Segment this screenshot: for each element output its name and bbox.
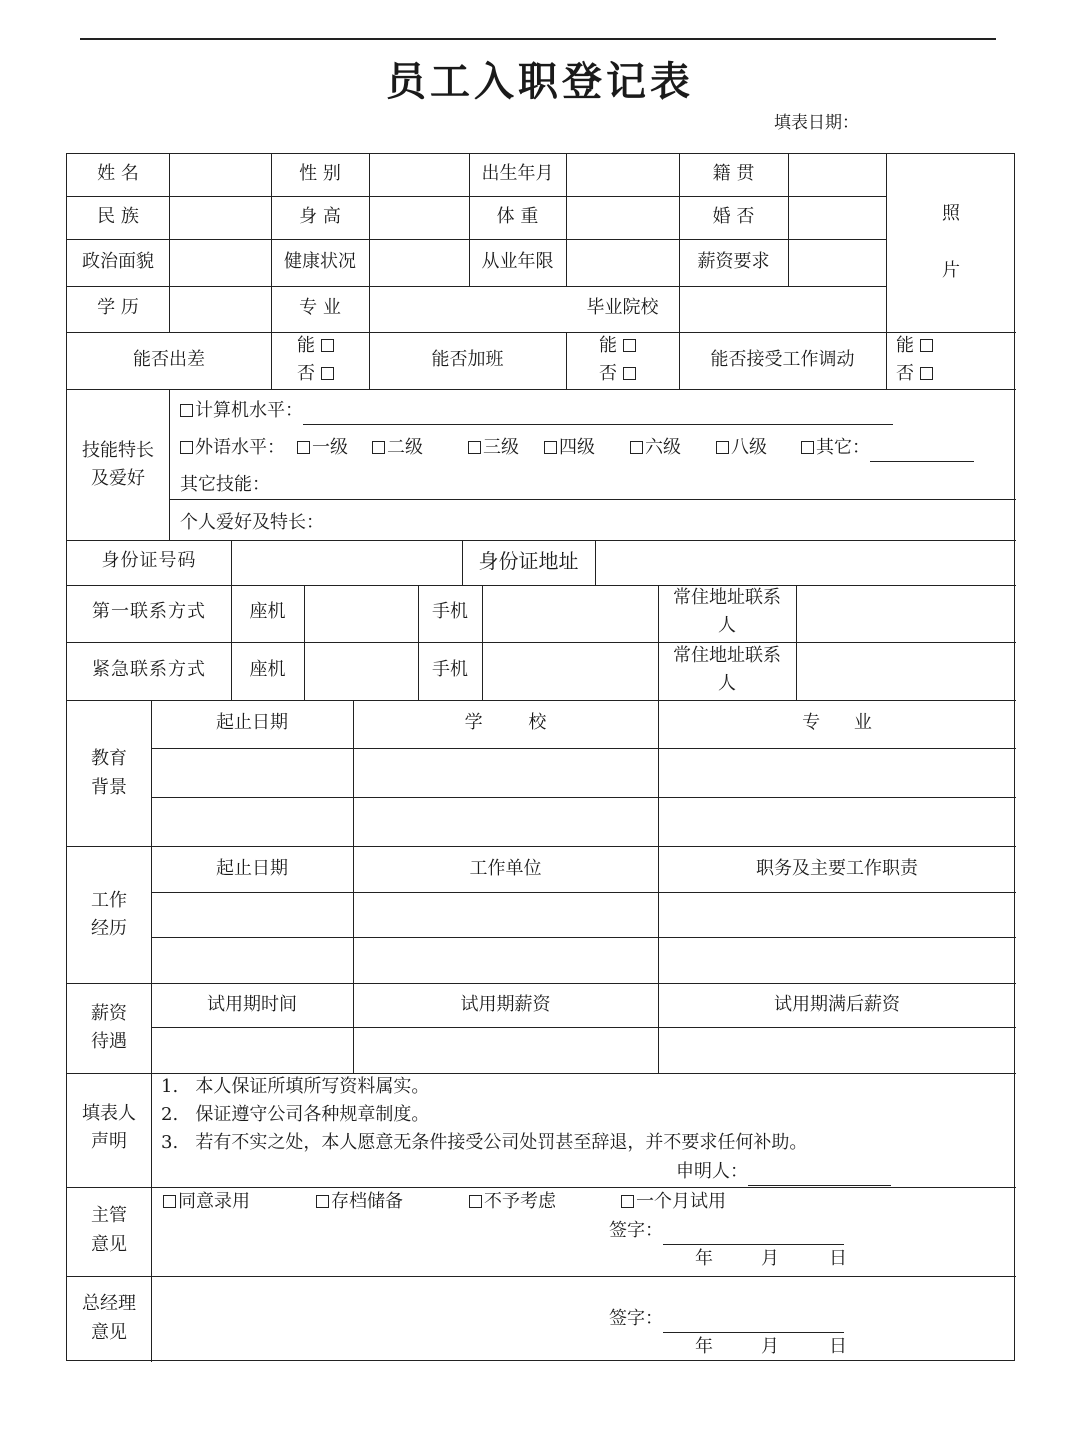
supervisor-label-2: 意见: [91, 1234, 127, 1255]
computer-level-row[interactable]: [180, 397, 893, 425]
transfer-yes-option[interactable]: [896, 332, 935, 360]
supervisor-label-1: 主管: [91, 1205, 127, 1226]
supervisor-sign-row: [609, 1217, 844, 1245]
label-ethnicity: 民 族: [97, 206, 139, 227]
education-col-major: 专 业: [802, 712, 872, 733]
choice-label: 存档储备: [331, 1191, 403, 1212]
option-label: 四级: [559, 437, 595, 458]
top-rule: [80, 38, 996, 40]
yes-label: 能: [599, 335, 617, 356]
checkbox-icon: [163, 1195, 176, 1208]
supervisor-date-month: 月: [761, 1248, 779, 1269]
checkbox-icon: [321, 367, 334, 380]
checkbox-icon: [630, 441, 643, 454]
item-text: 保证遵守公司各种规章制度。: [195, 1104, 430, 1125]
choice-label: 不予考虑: [484, 1191, 556, 1212]
gm-label-2: 意见: [91, 1322, 127, 1343]
declaration-item: [161, 1073, 429, 1101]
education-col-date: 起止日期: [216, 712, 288, 733]
education-col-school: 学 校: [464, 712, 547, 733]
label-resident-contact-1: 常住地址联系: [673, 645, 781, 666]
grid-line: [151, 797, 1016, 798]
salary-col-trial-time: 试用期时间: [207, 994, 297, 1015]
checkbox-icon: [372, 441, 385, 454]
work-col-duty: 职务及主要工作职责: [756, 858, 918, 879]
registration-form: [66, 153, 1015, 1361]
language-option-1[interactable]: [297, 434, 348, 462]
label-travel: 能否出差: [133, 349, 205, 370]
checkbox-icon[interactable]: [180, 441, 193, 454]
language-option-other[interactable]: [801, 434, 974, 462]
checkbox-icon: [321, 339, 334, 352]
name-field[interactable]: [170, 155, 270, 195]
checkbox-icon: [920, 339, 933, 352]
grid-line: [151, 748, 1016, 749]
checkbox-icon: [716, 441, 729, 454]
label-id-number: 身份证号码: [101, 550, 197, 571]
supervisor-date-day: 日: [829, 1248, 847, 1269]
label-gender: 性 别: [299, 163, 341, 184]
gm-date-month: 月: [761, 1336, 779, 1357]
computer-level-input[interactable]: [303, 424, 893, 425]
language-option-4[interactable]: [544, 434, 595, 462]
gm-date-day: 日: [829, 1336, 847, 1357]
salary-req-field[interactable]: [789, 241, 885, 285]
grid-line: [170, 499, 1016, 500]
label-education: 学 历: [97, 297, 139, 318]
grid-line: [169, 389, 170, 540]
checkbox-icon: [544, 441, 557, 454]
declaration-item: [161, 1129, 807, 1157]
computer-level-label: 计算机水平：: [195, 400, 303, 421]
label-mobile: 手机: [432, 601, 468, 622]
language-option-5[interactable]: [630, 434, 681, 462]
grid-line: [67, 1276, 1016, 1277]
checkbox-icon: [801, 441, 814, 454]
checkbox-icon: [623, 339, 636, 352]
grid-line: [67, 700, 1016, 701]
language-other-input[interactable]: [870, 461, 974, 462]
overtime-yes-option[interactable]: [599, 332, 638, 360]
label-birth: 出生年月: [481, 163, 554, 184]
supervisor-choice-reject[interactable]: [469, 1188, 556, 1216]
grid-line: [67, 540, 1016, 541]
salary-label-1: 薪资: [91, 1003, 127, 1024]
label-resident-contact-2: 人: [718, 615, 736, 636]
page-title: 员工入职登记表: [386, 58, 694, 105]
gm-label-1: 总经理: [82, 1293, 136, 1314]
first-resident-field[interactable]: [797, 587, 1015, 641]
years-field[interactable]: [567, 241, 678, 285]
travel-no-option[interactable]: [297, 360, 336, 388]
declarant-row: [676, 1158, 891, 1186]
travel-yes-option[interactable]: [297, 332, 336, 360]
salary-row[interactable]: [152, 1029, 1016, 1072]
grid-line: [67, 286, 886, 287]
label-salary-req: 薪资要求: [697, 251, 770, 272]
item-text: 若有不实之处，本人愿意无条件接受公司处罚甚至辞退，并不要求任何补助。: [195, 1132, 808, 1153]
fill-date-label: 填表日期：: [774, 113, 859, 133]
label-overtime: 能否加班: [431, 349, 504, 370]
yes-label: 能: [896, 335, 914, 356]
grid-line: [151, 1027, 1016, 1028]
supervisor-choice-trial[interactable]: [621, 1188, 726, 1216]
work-label-2: 经历: [91, 918, 127, 939]
height-field[interactable]: [370, 198, 468, 238]
supervisor-date-year: 年: [695, 1248, 713, 1269]
first-landline-field[interactable]: [305, 587, 417, 641]
politics-field[interactable]: [170, 241, 270, 285]
emergency-resident-field[interactable]: [797, 644, 1015, 699]
label-major: 专 业: [299, 297, 341, 318]
health-field[interactable]: [370, 241, 468, 285]
education-bg-label-1: 教育: [91, 748, 127, 769]
marital-field[interactable]: [789, 198, 885, 238]
education-row[interactable]: [152, 799, 1016, 845]
choice-label: 一个月试用: [636, 1191, 726, 1212]
checkbox-icon: [468, 441, 481, 454]
photo-label-2: 片: [942, 260, 960, 281]
no-label: 否: [297, 363, 315, 384]
salary-label-2: 待遇: [91, 1031, 127, 1052]
label-first-contact: 第一联系方式: [92, 601, 206, 622]
education-row[interactable]: [152, 750, 1016, 796]
option-label: 一级: [312, 437, 348, 458]
label-emergency-contact: 紧急联系方式: [92, 659, 206, 680]
sign-label: 签字：: [609, 1220, 663, 1241]
option-label: 八级: [731, 437, 767, 458]
option-label: 六级: [645, 437, 681, 458]
grid-line: [67, 389, 1016, 390]
checkbox-icon: [623, 367, 636, 380]
label-politics: 政治面貌: [82, 251, 154, 272]
grid-line: [67, 846, 1016, 847]
major-field[interactable]: [370, 288, 566, 331]
item-text: 本人保证所填所写资料属实。: [195, 1076, 430, 1097]
birth-field[interactable]: [567, 155, 678, 195]
language-level-row: [180, 434, 285, 462]
label-years: 从业年限: [481, 251, 554, 272]
checkbox-icon: [621, 1195, 634, 1208]
choice-label: 同意录用: [178, 1191, 250, 1212]
transfer-no-option[interactable]: [896, 360, 935, 388]
language-option-2[interactable]: [372, 434, 423, 462]
label-weight: 体 重: [496, 206, 539, 227]
label-transfer: 能否接受工作调动: [710, 349, 855, 370]
work-row[interactable]: [152, 939, 1016, 982]
label-mobile: 手机: [432, 659, 468, 680]
grid-line: [151, 892, 1016, 893]
work-label-1: 工作: [91, 890, 127, 911]
skills-label-2: 及爱好: [91, 468, 145, 489]
option-label: 其它：: [816, 437, 870, 458]
grid-line: [67, 642, 1016, 643]
education-field[interactable]: [170, 288, 270, 331]
photo-label-1: 照: [942, 203, 960, 224]
photo-box[interactable]: [887, 155, 1015, 331]
gm-sign-row: [609, 1305, 844, 1333]
other-skills-label: 其它技能：: [180, 474, 270, 495]
salary-col-trial-pay: 试用期薪资: [460, 994, 551, 1015]
school-field[interactable]: [680, 288, 885, 331]
label-id-address: 身份证地址: [478, 549, 579, 573]
grid-line: [67, 239, 886, 240]
label-landline: 座机: [249, 659, 286, 680]
checkbox-icon: [920, 367, 933, 380]
label-school: 毕业院校: [586, 297, 659, 318]
emergency-landline-field[interactable]: [305, 644, 417, 699]
sign-label: 签字：: [609, 1308, 663, 1329]
emergency-mobile-field[interactable]: [483, 644, 657, 699]
declaration-label-2: 声明: [91, 1131, 127, 1152]
education-bg-label-2: 背景: [91, 777, 127, 798]
weight-field[interactable]: [567, 198, 678, 238]
checkbox-icon: [316, 1195, 329, 1208]
declaration-label-1: 填表人: [82, 1103, 136, 1124]
label-health: 健康状况: [284, 251, 356, 272]
grid-line: [67, 585, 1016, 586]
label-height: 身 高: [299, 206, 341, 227]
hobbies-label: 个人爱好及特长：: [180, 512, 324, 533]
skills-label-1: 技能特长: [82, 440, 154, 461]
item-number: 1.: [161, 1076, 179, 1097]
gender-field[interactable]: [370, 155, 468, 195]
grid-line: [151, 937, 1016, 938]
grid-line: [67, 332, 1016, 333]
checkbox-icon: [469, 1195, 482, 1208]
work-col-company: 工作单位: [469, 858, 542, 879]
checkbox-icon: [180, 404, 193, 417]
yes-label: 能: [297, 335, 315, 356]
gm-date-year: 年: [695, 1336, 713, 1357]
grid-line: [67, 983, 1016, 984]
origin-field[interactable]: [789, 155, 885, 195]
no-label: 否: [896, 363, 914, 384]
language-option-3[interactable]: [468, 434, 519, 462]
salary-col-after-pay: 试用期满后薪资: [774, 994, 900, 1015]
label-marital: 婚 否: [712, 206, 755, 227]
declarant-label: 申明人：: [676, 1161, 748, 1182]
label-origin: 籍 贯: [712, 163, 755, 184]
first-mobile-field[interactable]: [483, 587, 657, 641]
id-number-field[interactable]: [232, 542, 461, 584]
id-address-field[interactable]: [596, 542, 1015, 584]
supervisor-choice-archive[interactable]: [316, 1188, 403, 1216]
ethnicity-field[interactable]: [170, 198, 270, 238]
item-number: 2.: [161, 1104, 179, 1125]
label-resident-contact-1: 常住地址联系: [673, 587, 781, 608]
no-label: 否: [599, 363, 617, 384]
item-number: 3.: [161, 1132, 179, 1153]
work-col-date: 起止日期: [216, 858, 288, 879]
label-name: 姓 名: [97, 163, 139, 184]
checkbox-icon: [297, 441, 310, 454]
option-label: 三级: [483, 437, 519, 458]
declarant-signature-input[interactable]: [748, 1185, 891, 1186]
label-resident-contact-2: 人: [718, 673, 736, 694]
grid-line: [67, 196, 886, 197]
supervisor-signature-input[interactable]: [663, 1244, 844, 1245]
declaration-item: [161, 1101, 429, 1129]
overtime-no-option[interactable]: [599, 360, 638, 388]
grid-line: [566, 332, 567, 389]
language-level-label: 外语水平：: [195, 437, 285, 458]
language-option-6[interactable]: [716, 434, 767, 462]
label-landline: 座机: [249, 601, 286, 622]
supervisor-choice-hire[interactable]: [163, 1188, 250, 1216]
gm-signature-input[interactable]: [663, 1332, 844, 1333]
option-label: 二级: [387, 437, 423, 458]
work-row[interactable]: [152, 894, 1016, 936]
